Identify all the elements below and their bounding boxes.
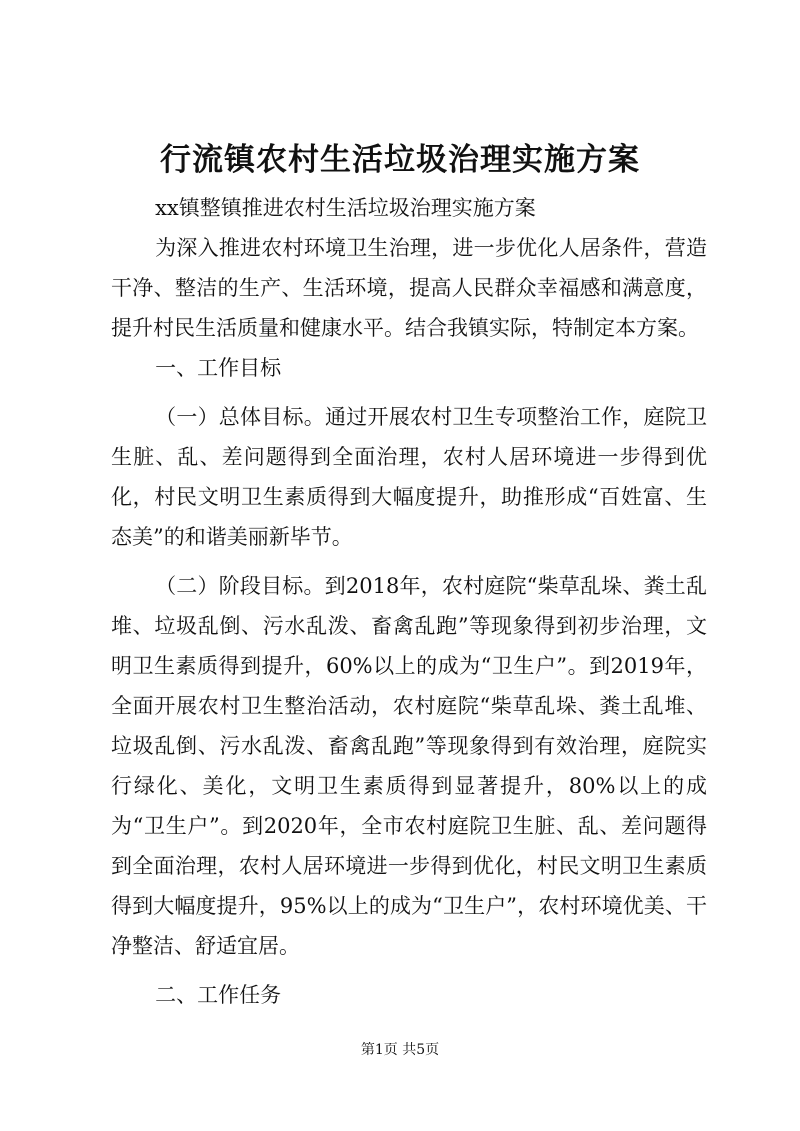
overall-goal-paragraph: （一）总体目标。通过开展农村卫生专项整治工作，庭院卫生脏、乱、差问题得到全面治理，农村人居环境进一步得到优化，村民文明卫生素质得到大幅度提升，助推形成“百姓富、生态美”的和谐美丽新毕节。	[111, 405, 707, 549]
page-number-footer: 第1页 共5页	[360, 1042, 440, 1058]
subtitle-paragraph: xx镇整镇推进农村生活垃圾治理实施方案	[155, 196, 536, 220]
intro-paragraph: 为深入推进农村环境卫生治理，进一步优化人居条件，营造干净、整洁的生产、生活环境，提高人民群众幸福感和满意度，提升村民生活质量和健康水平。结合我镇实际，特制定本方案。	[111, 236, 707, 340]
document-body	[111, 188, 707, 1015]
section-heading-goals: 一、工作目标	[155, 356, 282, 380]
stage-goal-paragraph: （二）阶段目标。到2018年，农村庭院“柴草乱垛、粪土乱堆、垃圾乱倒、污水乱泼、畜禽乱跑”等现象得到初步治理，文明卫生素质得到提升，60%以上的成为“卫生户”。到2019年，全面开展农村卫生整治活动，农村庭院“柴草乱垛、粪土乱堆、垃圾乱倒、污水乱泼、畜禽乱跑”等现象得到有效治理，庭院实行绿化、美化，文明卫生素质得到显著提升，80%以上的成为“卫生户”。到2020年，全市农村庭院卫生脏、乱、差问题得到全面治理，农村人居环境进一步得到优化，村民文明卫生素质得到大幅度提升，95%以上的成为“卫生户”，农村环境优美、干净整洁、舒适宜居。	[111, 574, 707, 958]
document-title: 行流镇农村生活垃圾治理实施方案	[160, 142, 640, 178]
section-heading-tasks: 二、工作任务	[155, 983, 282, 1007]
